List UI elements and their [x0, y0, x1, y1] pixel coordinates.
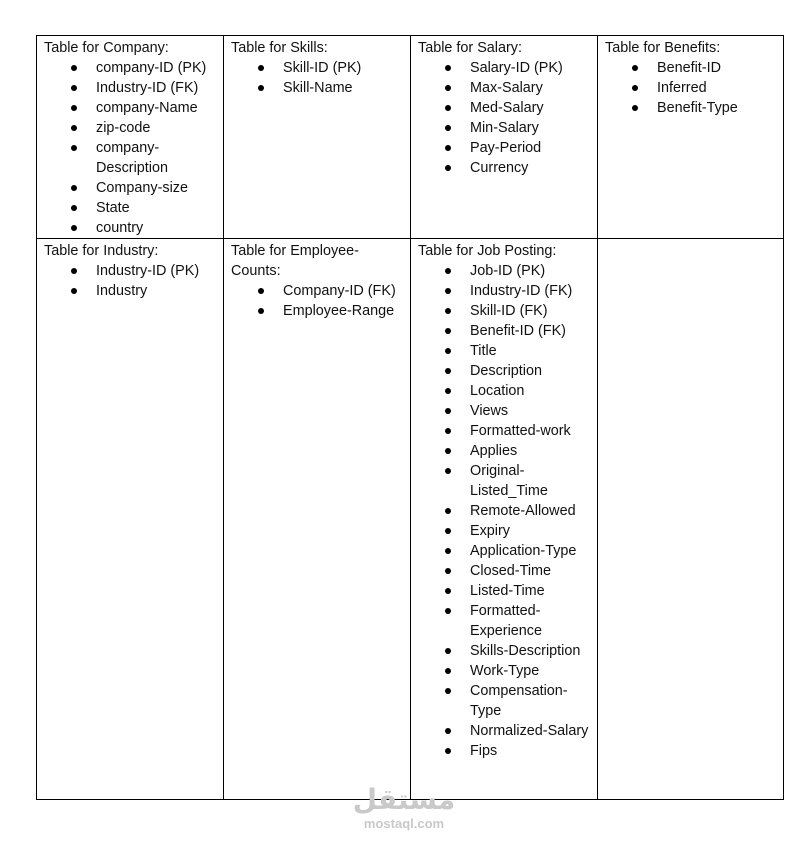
- list-item: company-ID (PK): [96, 58, 219, 78]
- empty-table-cell: [598, 239, 784, 800]
- company-table-cell: [37, 36, 224, 239]
- list-item: Closed-Time: [470, 561, 593, 581]
- list-item: Employee-Range: [283, 301, 406, 321]
- list-item: Skill-ID (FK): [470, 301, 593, 321]
- industry-table-title: Table for Industry:: [44, 243, 159, 259]
- list-item: Location: [470, 381, 593, 401]
- list-item: Views: [470, 401, 593, 421]
- list-item: Salary-ID (PK): [470, 58, 593, 78]
- job-posting-table-title: Table for Job Posting:: [418, 243, 557, 259]
- list-item: State: [96, 198, 219, 218]
- list-item: Skill-Name: [283, 78, 406, 98]
- list-item: Description: [470, 361, 593, 381]
- list-item: Industry-ID (FK): [470, 281, 593, 301]
- list-item: Expiry: [470, 521, 593, 541]
- list-item: Skills-Description: [470, 641, 593, 661]
- list-item: Industry-ID (PK): [96, 261, 219, 281]
- skills-table-cell: [224, 36, 411, 239]
- list-item: company-Description: [96, 138, 219, 178]
- list-item: Skill-ID (PK): [283, 58, 406, 78]
- salary-table-title: Table for Salary:: [418, 40, 522, 56]
- company-fields-list: [44, 58, 219, 238]
- table-row: [37, 36, 784, 239]
- employee-counts-fields-list: [231, 281, 406, 321]
- list-item: Min-Salary: [470, 118, 593, 138]
- list-item: Industry-ID (FK): [96, 78, 219, 98]
- list-item: Company-ID (FK): [283, 281, 406, 301]
- company-table-title: Table for Company:: [44, 40, 169, 56]
- skills-table-title: Table for Skills:: [231, 40, 328, 56]
- industry-fields-list: [44, 261, 219, 301]
- list-item: Original-Listed_Time: [470, 461, 593, 501]
- job-posting-table-cell: [411, 239, 598, 800]
- list-item: Med-Salary: [470, 98, 593, 118]
- list-item: Fips: [470, 741, 593, 761]
- list-item: zip-code: [96, 118, 219, 138]
- benefits-table-title: Table for Benefits:: [605, 40, 721, 56]
- list-item: Formatted-work: [470, 421, 593, 441]
- list-item: Normalized-Salary: [470, 721, 593, 741]
- benefits-fields-list: [605, 58, 779, 118]
- list-item: Work-Type: [470, 661, 593, 681]
- table-row: [37, 239, 784, 800]
- list-item: Listed-Time: [470, 581, 593, 601]
- employee-counts-table-cell: [224, 239, 411, 800]
- list-item: Title: [470, 341, 593, 361]
- mostaql-watermark: [352, 783, 456, 835]
- list-item: country: [96, 218, 219, 238]
- skills-fields-list: [231, 58, 406, 98]
- list-item: Company-size: [96, 178, 219, 198]
- employee-counts-table-title: Table for Employee-Counts:: [231, 243, 359, 279]
- salary-table-cell: [411, 36, 598, 239]
- salary-fields-list: [418, 58, 593, 178]
- list-item: Application-Type: [470, 541, 593, 561]
- watermark-logo: مستقل: [352, 783, 456, 816]
- list-item: Pay-Period: [470, 138, 593, 158]
- list-item: Benefit-Type: [657, 98, 779, 118]
- industry-table-cell: [37, 239, 224, 800]
- watermark-url: mostaql.com: [363, 816, 445, 831]
- list-item: Applies: [470, 441, 593, 461]
- list-item: Currency: [470, 158, 593, 178]
- list-item: Formatted-Experience: [470, 601, 593, 641]
- list-item: Job-ID (PK): [470, 261, 593, 281]
- schema-tables-grid: [36, 35, 784, 800]
- list-item: Remote-Allowed: [470, 501, 593, 521]
- list-item: company-Name: [96, 98, 219, 118]
- benefits-table-cell: [598, 36, 784, 239]
- list-item: Benefit-ID: [657, 58, 779, 78]
- list-item: Inferred: [657, 78, 779, 98]
- list-item: Max-Salary: [470, 78, 593, 98]
- job-posting-fields-list: [418, 261, 593, 761]
- list-item: Benefit-ID (FK): [470, 321, 593, 341]
- list-item: Industry: [96, 281, 219, 301]
- list-item: Compensation-Type: [470, 681, 593, 721]
